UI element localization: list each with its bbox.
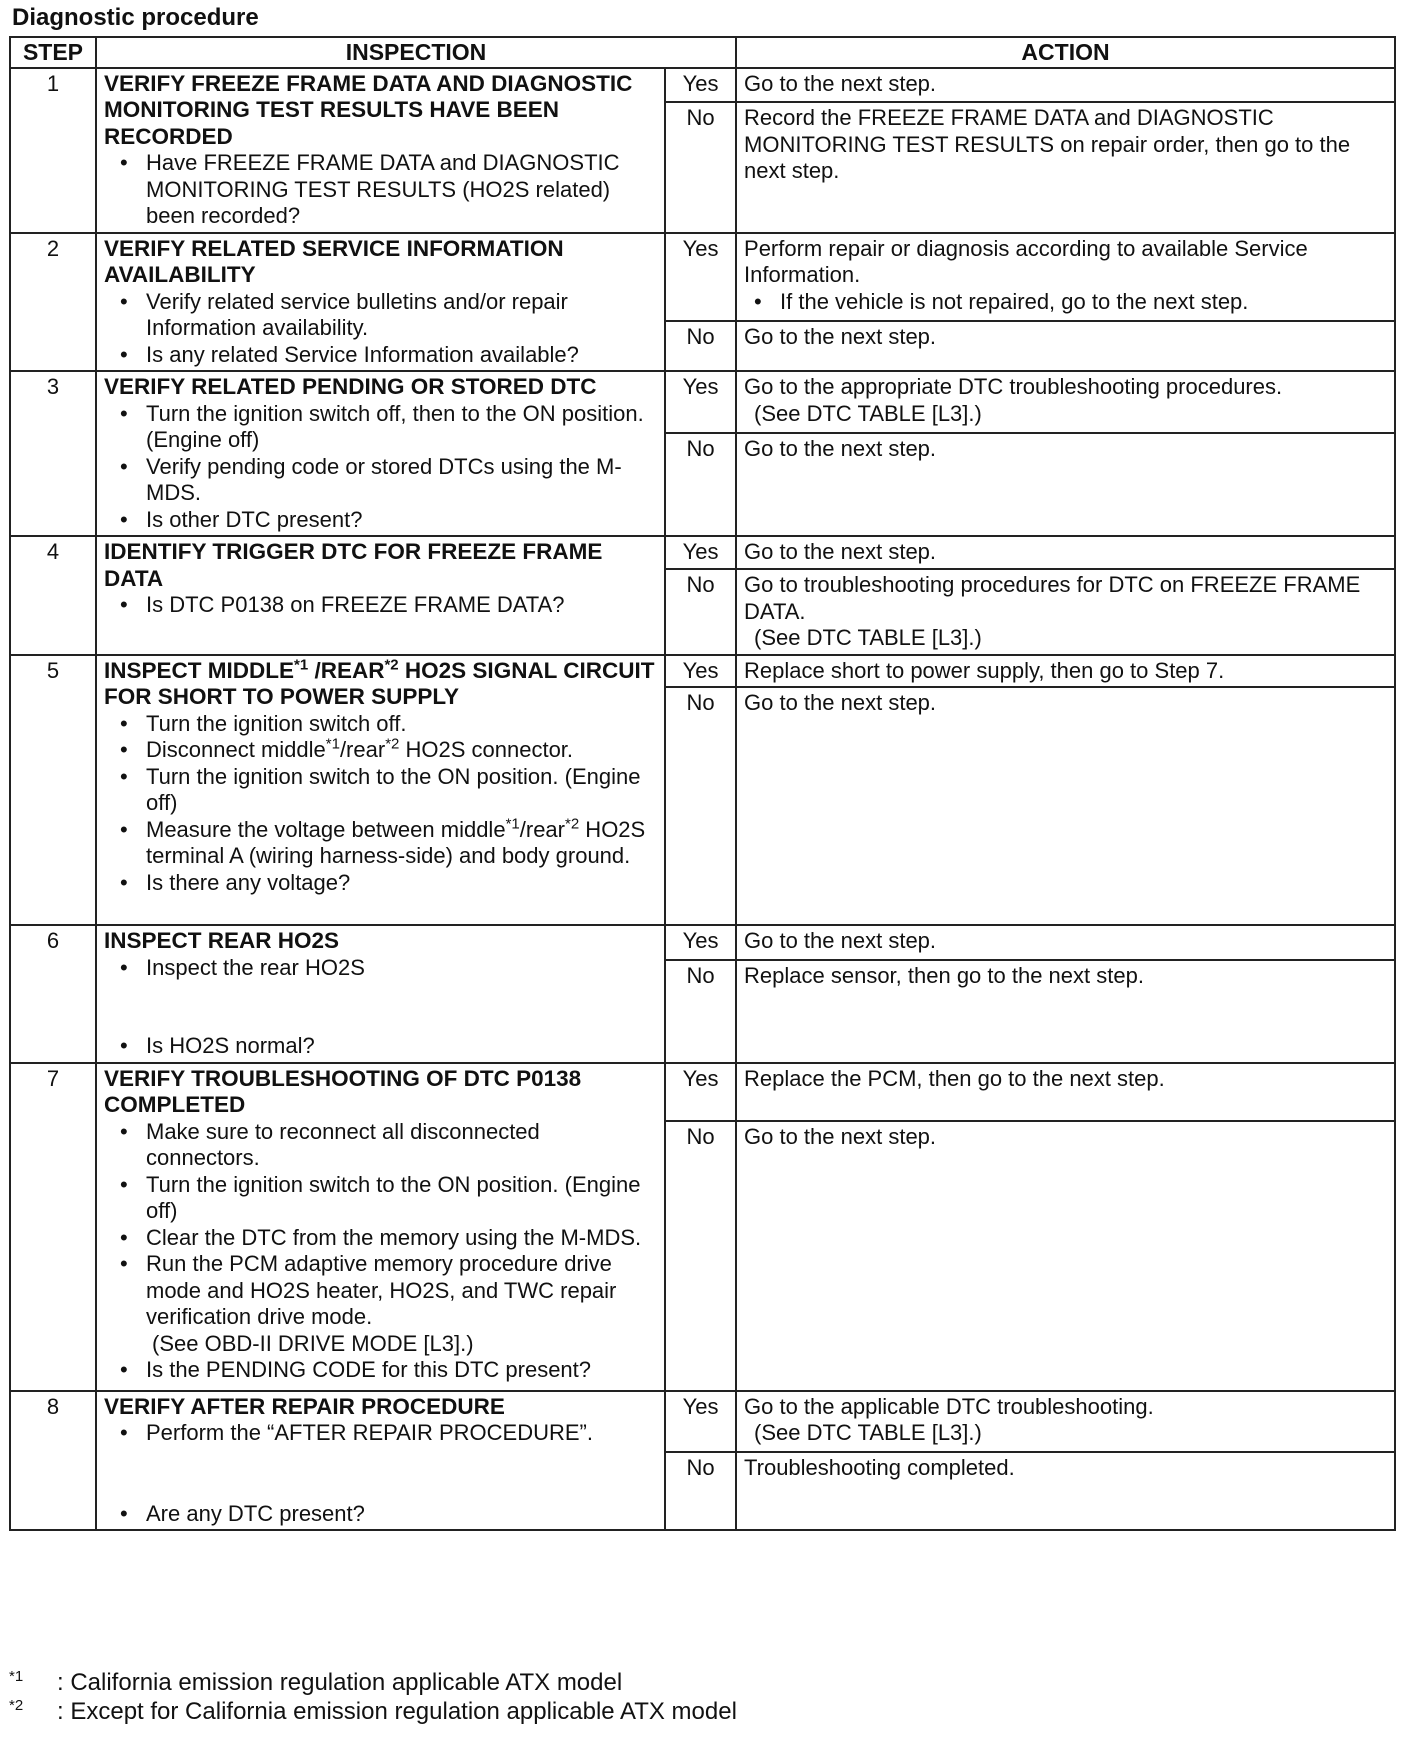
inspection-cell — [96, 1063, 665, 1391]
no-action: Record the FREEZE FRAME DATA and DIAGNOSTIC MONITORING TEST RESULTS on repair order, then go to the next step. — [736, 102, 1395, 232]
no-action: Troubleshooting completed. — [736, 1452, 1395, 1530]
footnote-text: : California emission regulation applicable ATX model — [57, 1669, 623, 1696]
yes-label: Yes — [665, 1391, 736, 1452]
inspection-cell — [96, 371, 665, 536]
inspection-bullet: • Inspect the rear HO2S — [146, 955, 657, 982]
yes-action-text: Go to the applicable DTC troubleshooting. — [744, 1393, 1154, 1419]
table-row — [10, 536, 1395, 569]
yes-action — [736, 233, 1395, 321]
inspection-title: VERIFY RELATED SERVICE INFORMATION AVAILABILITY — [104, 235, 564, 287]
no-label: No — [665, 321, 736, 371]
header-inspection: INSPECTION — [96, 37, 736, 68]
yes-action: Go to the next step. — [736, 925, 1395, 960]
no-label: No — [665, 1452, 736, 1530]
page-title: Diagnostic procedure — [12, 4, 259, 31]
inspection-title: VERIFY AFTER REPAIR PROCEDURE — [104, 1393, 505, 1419]
yes-action-text: Go to the appropriate DTC troubleshooting procedures. — [744, 374, 1283, 399]
footnotes — [9, 1668, 737, 1726]
footnote-mark: *2 — [9, 1697, 24, 1714]
no-label: No — [665, 433, 736, 536]
yes-action: Replace the PCM, then go to the next step. — [736, 1063, 1395, 1121]
yes-label: Yes — [665, 233, 736, 321]
inspection-bullet: • Is the PENDING CODE for this DTC present? — [146, 1357, 657, 1384]
step-number: 3 — [10, 371, 96, 536]
step-number: 5 — [10, 655, 96, 926]
inspection-bullet: • Verify related service bulletins and/or repair Information availability. — [146, 289, 657, 342]
step-number: 2 — [10, 233, 96, 372]
inspection-bullet: • Turn the ignition switch to the ON position. (Engine off) — [146, 764, 657, 817]
no-action: Go to the next step. — [736, 321, 1395, 371]
no-action: Go to the next step. — [736, 433, 1395, 536]
inspection-cell — [96, 655, 665, 926]
yes-action — [736, 1391, 1395, 1452]
table-row — [10, 1063, 1395, 1121]
inspection-title: VERIFY TROUBLESHOOTING OF DTC P0138 COMPLETED — [104, 1065, 582, 1117]
inspection-bullet: • Are any DTC present? — [146, 1501, 657, 1528]
no-action: Replace sensor, then go to the next step. — [736, 960, 1395, 1062]
inspection-bullet: • Run the PCM adaptive memory procedure drive mode and HO2S heater, HO2S, and TWC repair verification drive mode. — [146, 1251, 657, 1331]
no-label: No — [665, 960, 736, 1062]
inspection-bullet: • Measure the voltage between middle$^{*1}$/rear$^{*2}$ HO2S terminal A (wiring harness-side) and body ground. — [146, 817, 657, 870]
table-row — [10, 925, 1395, 960]
yes-label: Yes — [665, 536, 736, 569]
table-row — [10, 233, 1395, 321]
step-number: 4 — [10, 536, 96, 655]
inspection-cell — [96, 233, 665, 372]
inspection-title: VERIFY FREEZE FRAME DATA AND DIAGNOSTIC MONITORING TEST RESULTS HAVE BEEN RECORDED — [104, 70, 633, 149]
inspection-cell — [96, 925, 665, 1063]
yes-label: Yes — [665, 371, 736, 433]
no-action: Go to the next step. — [736, 687, 1395, 925]
inspection-bullet: • Disconnect middle$^{*1}$/rear$^{*2}$ HO2S connector. — [146, 737, 657, 764]
inspection-bullet: • Turn the ignition switch to the ON position. (Engine off) — [146, 1172, 657, 1225]
diagnostic-table — [9, 36, 1396, 1531]
yes-action: Go to the next step. — [736, 68, 1395, 103]
inspection-bullet: • Verify pending code or stored DTCs using the M-MDS. — [146, 454, 657, 507]
yes-label: Yes — [665, 925, 736, 960]
inspection-bullet: • Turn the ignition switch off. — [146, 711, 657, 738]
step-number: 8 — [10, 1391, 96, 1531]
inspection-bullet: • Is any related Service Information available? — [146, 342, 657, 369]
dtc-table-ref: (See DTC TABLE [L3].) — [754, 1420, 982, 1445]
yes-action: Go to the next step. — [736, 536, 1395, 569]
no-label: No — [665, 102, 736, 232]
header-row — [10, 37, 1395, 68]
inspection-bullet: • Have FREEZE FRAME DATA and DIAGNOSTIC MONITORING TEST RESULTS (HO2S related) been recorded? — [146, 150, 657, 230]
step-number: 7 — [10, 1063, 96, 1391]
no-label: No — [665, 569, 736, 655]
yes-action: Replace short to power supply, then go to Step 7. — [736, 655, 1395, 688]
inspection-title: INSPECT MIDDLE$^{*1}$ /REAR$^{*2}$ HO2S SIGNAL CIRCUIT FOR SHORT TO POWER SUPPLY — [104, 656, 655, 709]
footnote-text: : Except for California emission regulation applicable ATX model — [57, 1698, 737, 1725]
drive-mode-ref: (See OBD-II DRIVE MODE [L3].) — [152, 1330, 474, 1356]
yes-action-text: Perform repair or diagnosis according to available Service Information. — [744, 235, 1308, 287]
no-label: No — [665, 1121, 736, 1391]
footnote — [9, 1697, 737, 1726]
table-row — [10, 68, 1395, 103]
inspection-bullet: • Is DTC P0138 on FREEZE FRAME DATA? — [146, 592, 657, 619]
table-row — [10, 655, 1395, 688]
inspection-title: IDENTIFY TRIGGER DTC FOR FREEZE FRAME DATA — [104, 539, 603, 591]
yes-label: Yes — [665, 1063, 736, 1121]
inspection-bullet: • Is there any voltage? — [146, 870, 657, 897]
step-number: 6 — [10, 925, 96, 1063]
inspection-bullet: • Turn the ignition switch off, then to the ON position. (Engine off) — [146, 401, 657, 454]
action-bullet: • If the vehicle is not repaired, go to the next step. — [780, 289, 1387, 316]
dtc-table-ref: (See DTC TABLE [L3].) — [754, 400, 982, 426]
inspection-bullet: • Perform the “AFTER REPAIR PROCEDURE”. — [146, 1420, 657, 1447]
yes-label: Yes — [665, 68, 736, 103]
table-row — [10, 1391, 1395, 1452]
dtc-table-ref: (See DTC TABLE [L3].) — [754, 625, 982, 650]
no-action — [736, 569, 1395, 655]
inspection-cell — [96, 1391, 665, 1531]
footnote-mark: *1 — [9, 1668, 24, 1685]
header-step: STEP — [10, 37, 96, 68]
yes-label: Yes — [665, 655, 736, 688]
footnote — [9, 1668, 737, 1697]
yes-action — [736, 371, 1395, 433]
no-action-text: Go to troubleshooting procedures for DTC on FREEZE FRAME DATA. — [744, 572, 1361, 624]
inspection-cell — [96, 68, 665, 233]
table-row — [10, 371, 1395, 433]
inspection-cell — [96, 536, 665, 655]
inspection-title: VERIFY RELATED PENDING OR STORED DTC — [104, 374, 597, 399]
inspection-title: INSPECT REAR HO2S — [104, 928, 340, 953]
no-label: No — [665, 687, 736, 925]
step-number: 1 — [10, 68, 96, 233]
no-action: Go to the next step. — [736, 1121, 1395, 1391]
inspection-bullet: • Is other DTC present? — [146, 507, 657, 534]
inspection-bullet: • Is HO2S normal? — [146, 1033, 657, 1060]
header-action: ACTION — [736, 37, 1395, 68]
inspection-bullet: • Make sure to reconnect all disconnected connectors. — [146, 1119, 657, 1172]
inspection-bullet: • Clear the DTC from the memory using the M-MDS. — [146, 1225, 657, 1252]
